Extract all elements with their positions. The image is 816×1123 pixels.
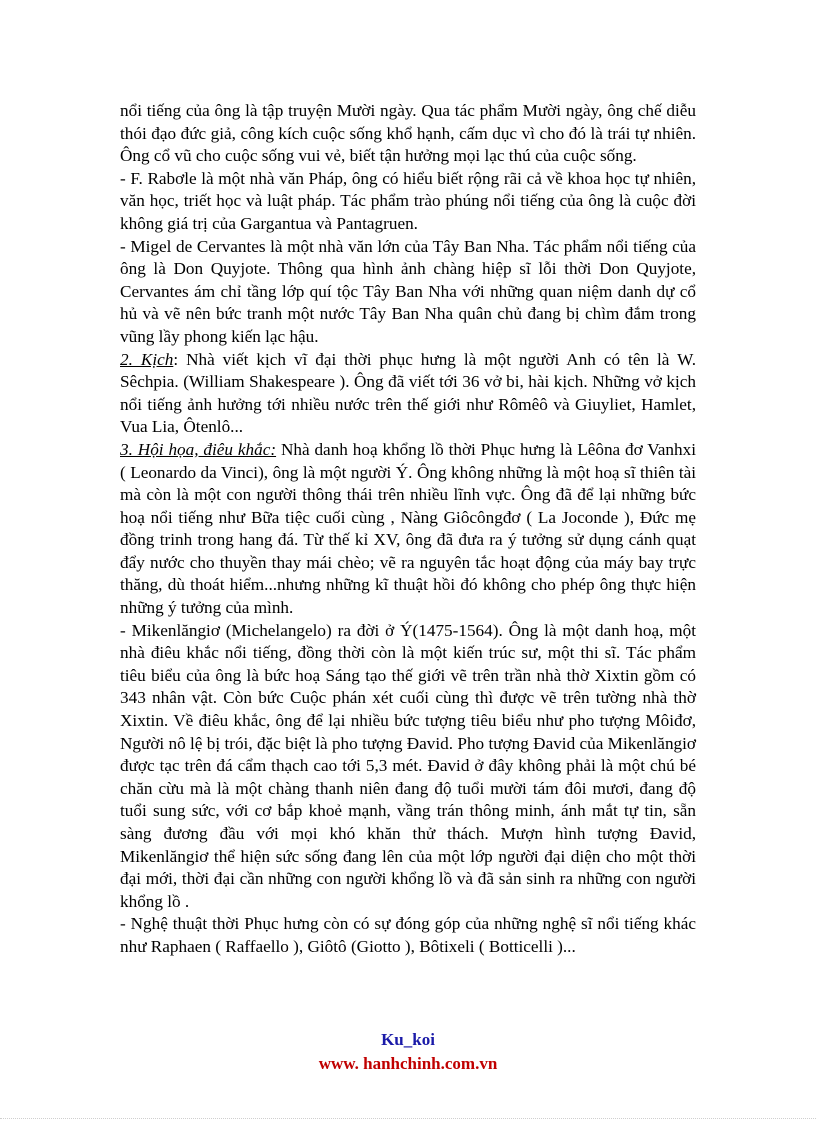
- paragraph-michelangelo: - Mikenlăngiơ (Michelangelo) ra đời ở Ý(1475-1564). Ông là một danh hoạ, một nhà điêu khắc nổi tiếng, đồng thời còn là một kiến trúc sư, một thi sĩ. Tác phẩm tiêu biểu của ông là bức hoạ Sáng tạo thế giới vẽ trên trần nhà thờ Xixtin gồm có 343 nhân vật. Còn bức Cuộc phán xét cuối cùng thì được vẽ trên tường nhà thờ Xixtin. Về điêu khắc, ông để lại nhiều bức tượng tiêu biểu như pho tượng Môiđơ, Người nô lệ bị trói, đặc biệt là pho tượng Đavid. Pho tượng Đavid của Mikenlăngiơ được tạc trên đá cẩm thạch cao tới 5,3 mét. Đavid ở đây không phải là một chú bé chăn cừu mà là một chàng thanh niên đang độ tuổi mười tám đôi mươi, đang độ tuổi sung sức, với cơ bắp khoẻ mạnh, vầng trán thông minh, ánh mắt tự tin, sẵn sàng đương đầu với mọi khó khăn thử thách. Mượn hình tượng Đavid, Mikenlăngiơ thể hiện sức sống đang lên của một lớp người đại diện cho một thời đại mới, thời đại cần những con người khổng lồ và đã sản sinh ra những con người khổng lồ .: [120, 620, 696, 911]
- footer-website: www. hanhchinh.com.vn: [318, 1054, 498, 1073]
- page-bottom-divider: [0, 1118, 816, 1119]
- document-body: [120, 100, 696, 959]
- paragraph-decameron: nổi tiếng của ông là tập truyện Mười ngày. Qua tác phẩm Mười ngày, ông chế diễu thói đạo đức giả, công kích cuộc sống khổ hạnh, cấm dục vì cho đó là trái tự nhiên. Ông cổ vũ cho cuộc sống vui vẻ, biết tận hưởng mọi lạc thú của cuộc sống.: [120, 101, 696, 166]
- paragraph-cervantes: - Migel de Cervantes là một nhà văn lớn của Tây Ban Nha. Tác phẩm nổi tiếng của ông là Don Quyjote. Thông qua hình ảnh chàng hiệp sĩ lỗi thời Don Quyjote, Cervantes ám chỉ tầng lớp quí tộc Tây Ban Nha với những quan niệm danh dự cổ hủ và vẽ nên bức tranh một nước Tây Ban Nha quân chủ đang bị chìm đắm trong vũng lầy phong kiến lạc hậu.: [120, 236, 696, 346]
- paragraph-other-artists: - Nghệ thuật thời Phục hưng còn có sự đóng góp của những nghệ sĩ nổi tiếng khác như Raphaen ( Raffaello ), Giôtô (Giotto ), Bôtixeli ( Botticelli )...: [120, 914, 696, 956]
- page-footer: [0, 1029, 816, 1075]
- paragraph-drama: [120, 349, 696, 439]
- section-heading-painting: 3. Hội họa, điêu khắc:: [120, 439, 277, 459]
- section-heading-drama: 2. Kịch: [120, 349, 174, 369]
- paragraph-rabelais: - F. Rabơle là một nhà văn Pháp, ông có hiểu biết rộng rãi cả về khoa học tự nhiên, văn học, triết học và luật pháp. Tác phẩm trào phúng nổi tiếng của ông là cuộc đời không giá trị của Gargantua và Pantagruen.: [120, 168, 696, 233]
- footer-author: Ku_koi: [381, 1030, 435, 1049]
- paragraph-painting-text: Nhà danh hoạ khổng lồ thời Phục hưng là Lêôna đơ Vanhxi ( Leonardo da Vinci), ông là một người Ý. Ông không những là một hoạ sĩ thiên tài mà còn là một con người thông thái trên nhiều lĩnh vực. Ông đã để lại những bức hoạ nổi tiếng như Bữa tiệc cuối cùng , Nàng Giôcôngđơ ( La Joconde ), Đức mẹ đồng trinh trong hang đá. Từ thế kỉ XV, ông đã đưa ra ý tưởng sử dụng cánh quạt đẩy nước cho thuyền thay mái chèo; vẽ ra nguyên tắc hoạt động của máy bay trực thăng, dù thoát hiểm...nhưng những kĩ thuật hồi đó không cho phép ông thực hiện những ý tưởng của mình.: [120, 439, 696, 618]
- paragraph-painting: [120, 439, 696, 620]
- paragraph-drama-text: : Nhà viết kịch vĩ đại thời phục hưng là một người Anh có tên là W. Sêchpia. (William Shakespeare ). Ông đã viết tới 36 vở bi, hài kịch. Những vở kịch nổi tiếng ảnh hưởng tới nhiều nước trên thế giới như Rômêô và Giuyliet, Hamlet, Vua Lia, Ôtenlô...: [120, 349, 697, 437]
